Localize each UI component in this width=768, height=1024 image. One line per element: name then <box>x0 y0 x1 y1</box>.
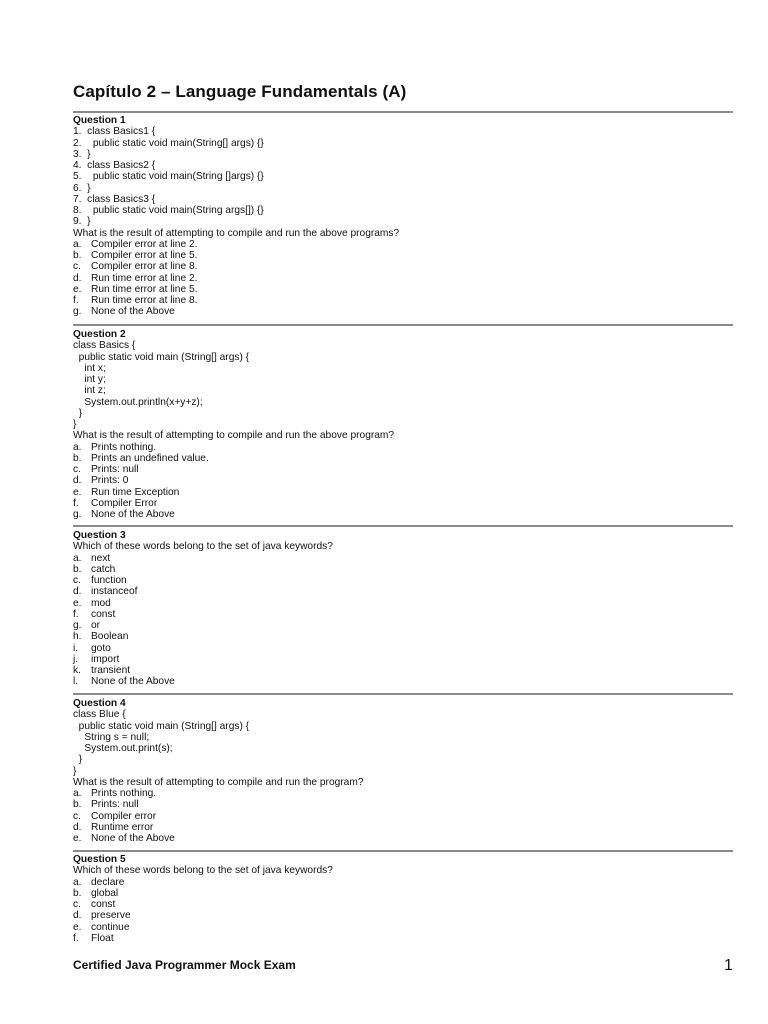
option-letter: c. <box>73 261 81 273</box>
answer-option <box>73 631 733 642</box>
option-letter: k. <box>73 665 81 676</box>
question-line: String s = null; <box>73 731 150 743</box>
question-prompt: What is the result of attempting to compile and run the above program? <box>73 430 395 442</box>
option-text: Compiler error at line 5. <box>91 250 198 261</box>
question-line: 4. class Basics2 { <box>73 160 156 171</box>
option-letter: b. <box>73 250 82 261</box>
option-text: Run time error at line 2. <box>91 272 198 284</box>
option-text: Run time error at line 5. <box>91 283 198 295</box>
option-letter: f. <box>73 608 79 620</box>
answer-option <box>73 464 733 475</box>
option-text: catch <box>91 563 116 575</box>
option-text: preserve <box>91 910 131 922</box>
question-line: 3. } <box>73 148 91 160</box>
option-letter: e. <box>73 833 82 844</box>
answer-option <box>73 922 733 933</box>
answer-option <box>73 564 733 575</box>
option-letter: e. <box>73 486 82 498</box>
question-line: 1. class Basics1 { <box>73 126 156 138</box>
option-text: None of the Above <box>91 509 175 520</box>
option-letter: c. <box>73 899 81 910</box>
answer-option <box>73 306 733 317</box>
option-text: None of the Above <box>91 833 175 844</box>
option-text: Prints: 0 <box>91 475 129 487</box>
option-text: instanceof <box>91 586 138 598</box>
answer-option <box>73 654 733 665</box>
divider-rule <box>73 111 733 113</box>
answer-option <box>73 239 733 250</box>
option-letter: d. <box>73 475 82 487</box>
answer-option <box>73 295 733 306</box>
answer-option <box>73 575 733 586</box>
option-text: goto <box>91 642 111 654</box>
answer-option <box>73 822 733 833</box>
answer-option <box>73 261 733 272</box>
option-letter: d. <box>73 586 82 598</box>
answer-option <box>73 888 733 899</box>
question-line: 7. class Basics3 { <box>73 193 156 205</box>
question-5 <box>73 854 733 944</box>
question-heading: Question 3 <box>73 530 126 541</box>
option-letter: e. <box>73 597 82 609</box>
answer-option <box>73 910 733 921</box>
answer-option <box>73 833 733 844</box>
question-prompt: Which of these words belong to the set of java keywords? <box>73 541 333 553</box>
option-letter: d. <box>73 821 82 833</box>
option-letter: e. <box>73 283 82 295</box>
divider-rule <box>73 693 733 695</box>
question-prompt: Which of these words belong to the set of java keywords? <box>73 865 333 877</box>
option-text: Prints: null <box>91 464 139 475</box>
question-3 <box>73 530 733 688</box>
option-text: declare <box>91 876 125 888</box>
option-letter: d. <box>73 910 82 922</box>
option-letter: b. <box>73 887 82 899</box>
option-letter: c. <box>73 575 81 586</box>
option-text: Prints nothing. <box>91 788 157 799</box>
option-letter: d. <box>73 272 82 284</box>
question-line: class Blue { <box>73 709 126 721</box>
option-letter: g. <box>73 306 82 318</box>
answer-option <box>73 250 733 261</box>
footer-title: Certified Java Programmer Mock Exam <box>73 958 296 972</box>
question-line: int x; <box>73 362 106 374</box>
question-line: 6. } <box>73 182 91 194</box>
option-text: Compiler error at line 2. <box>91 238 198 250</box>
question-heading: Question 2 <box>73 329 126 340</box>
question-line: System.out.println(x+y+z); <box>73 396 203 408</box>
option-text: None of the Above <box>91 676 175 688</box>
question-prompt: What is the result of attempting to compile and run the above programs? <box>73 227 400 239</box>
option-text: Run time Exception <box>91 486 180 498</box>
answer-option <box>73 273 733 284</box>
option-text: Boolean <box>91 631 129 643</box>
answer-option <box>73 453 733 464</box>
option-letter: i. <box>73 642 79 654</box>
question-line: 2. public static void main(String[] args) {} <box>73 137 264 149</box>
option-letter: a. <box>73 876 82 888</box>
answer-option <box>73 877 733 888</box>
option-letter: f. <box>73 932 79 944</box>
question-line: } <box>73 765 77 777</box>
option-letter: g. <box>73 509 82 520</box>
option-letter: a. <box>73 238 82 250</box>
option-letter: a. <box>73 552 82 564</box>
answer-option <box>73 553 733 564</box>
option-letter: e. <box>73 921 82 933</box>
question-line: public static void main (String[] args) { <box>73 720 250 732</box>
question-line: class Basics { <box>73 340 136 352</box>
option-text: Run time error at line 8. <box>91 295 198 306</box>
question-line: 9. } <box>73 216 91 228</box>
answer-option <box>73 598 733 609</box>
answer-option <box>73 665 733 676</box>
option-letter: b. <box>73 799 82 811</box>
option-text: function <box>91 575 127 586</box>
answer-option <box>73 475 733 486</box>
option-text: const <box>91 608 116 620</box>
answer-option <box>73 442 733 453</box>
option-letter: f. <box>73 497 79 509</box>
answer-option <box>73 933 733 944</box>
question-line: } <box>73 407 83 419</box>
divider-rule <box>73 850 733 852</box>
option-letter: a. <box>73 788 82 799</box>
option-letter: h. <box>73 631 82 643</box>
option-text: continue <box>91 921 130 933</box>
option-letter: c. <box>73 810 81 822</box>
answer-option <box>73 498 733 509</box>
option-text: transient <box>91 665 131 676</box>
answer-option <box>73 811 733 822</box>
option-text: Compiler error at line 8. <box>91 261 198 273</box>
option-text: global <box>91 887 119 899</box>
answer-option <box>73 899 733 910</box>
answer-option <box>73 676 733 687</box>
page-number: 1 <box>724 957 733 974</box>
question-line: 8. public static void main(String args[]) {} <box>73 205 264 216</box>
answer-option <box>73 509 733 520</box>
option-text: Runtime error <box>91 821 154 833</box>
question-line: int z; <box>73 385 106 397</box>
page-title: Capítulo 2 – Language Fundamentals (A) <box>73 82 407 101</box>
option-letter: l. <box>73 676 79 688</box>
question-2 <box>73 329 733 520</box>
option-text: import <box>91 653 120 665</box>
answer-option <box>73 643 733 654</box>
answer-option <box>73 620 733 631</box>
question-heading: Question 5 <box>73 854 126 865</box>
answer-option <box>73 609 733 620</box>
question-4 <box>73 698 733 844</box>
option-letter: c. <box>73 464 81 475</box>
option-text: or <box>91 620 101 631</box>
answer-option <box>73 799 733 810</box>
question-1 <box>73 115 733 318</box>
question-line: } <box>73 754 83 766</box>
answer-option <box>73 586 733 597</box>
option-text: Compiler Error <box>91 497 158 509</box>
question-line: int y; <box>73 374 106 385</box>
question-line: public static void main (String[] args) { <box>73 351 250 363</box>
option-letter: b. <box>73 452 82 464</box>
option-letter: g. <box>73 620 82 631</box>
question-line: 5. public static void main(String []args) {} <box>73 171 264 183</box>
option-text: mod <box>91 597 111 609</box>
question-line: } <box>73 419 77 430</box>
answer-option <box>73 487 733 498</box>
question-line: System.out.print(s); <box>73 743 173 754</box>
option-text: Prints nothing. <box>91 441 157 453</box>
option-text: Prints: null <box>91 799 139 811</box>
option-text: Float <box>91 932 114 944</box>
question-heading: Question 4 <box>73 698 126 709</box>
divider-rule <box>73 525 733 527</box>
option-text: Compiler error <box>91 810 157 822</box>
option-text: Prints an undefined value. <box>91 452 209 464</box>
option-text: None of the Above <box>91 306 175 318</box>
option-text: const <box>91 899 116 910</box>
option-letter: a. <box>73 441 82 453</box>
option-letter: f. <box>73 295 79 306</box>
option-letter: j. <box>73 653 79 665</box>
answer-option <box>73 788 733 799</box>
question-heading: Question 1 <box>73 115 126 126</box>
answer-option <box>73 284 733 295</box>
question-prompt: What is the result of attempting to compile and run the program? <box>73 776 364 788</box>
option-text: next <box>91 552 111 564</box>
divider-rule <box>73 324 733 326</box>
option-letter: b. <box>73 563 82 575</box>
